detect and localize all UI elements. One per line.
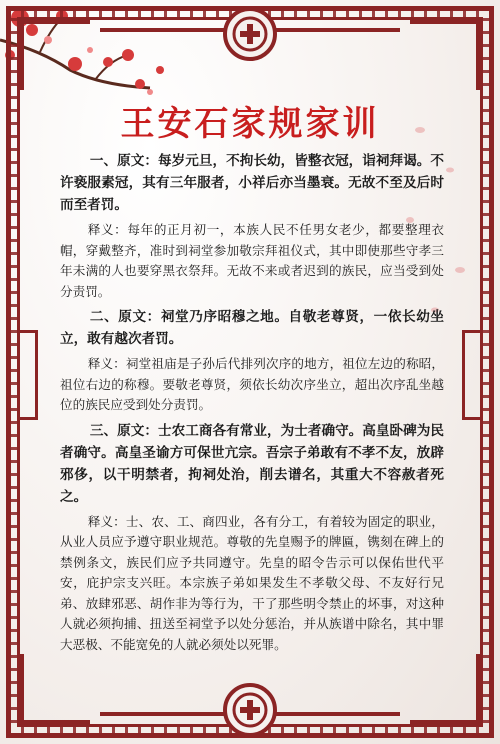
- side-ornament-left: [20, 330, 38, 420]
- corner-ornament-bottom-left: [20, 654, 90, 724]
- corner-ornament-top-right: [410, 20, 480, 90]
- corner-ornament-top-left: [20, 20, 90, 90]
- rule-1-explanation: 释义：每年的正月初一，本族人民不任男女老少，都要整理衣帽，穿戴整齐，准时到祠堂参加敬宗拜祖仪式，其中即使那些守孝三年未满的人也要穿黑衣祭拜。无故不来或者迟到的族民，应当受到处分责罚。: [60, 222, 444, 299]
- rule-3-original: 三、原文：士农工商各有常业，为士者确守。高皇卧碑为民者确守。高皇圣谕方可保世亢宗。吾宗子弟敢有不孝不友，放辟邪侈，以干明禁者，拘祠处治，削去谱名，其重大不容赦者死之。: [60, 422, 444, 505]
- corner-ornament-bottom-right: [410, 654, 480, 724]
- family-rules-content: [60, 150, 444, 659]
- medallion-ornament-top: [222, 6, 278, 62]
- rule-1-original: 一、原文：每岁元旦，不拘长幼，皆整衣冠，诣祠拜谒。不许亵服素冠，其有三年服者，小祥后亦当墨衰。无故不至及后时而至者罚。: [60, 153, 444, 213]
- rule-3-explanation: 释义：士、农、工、商四业，各有分工，有着较为固定的职业，从业人员应予遵守职业规范。尊敬的先皇赐予的牌匾，镌刻在碑上的禁例条文，族民们应予共同遵守。先皇的昭令告示可以保佑世代平安，庇护宗支兴旺。本宗族子弟如果发生不孝敬父母、不友好行兄弟、放肆邪恶、胡作非为等行为，干了那些明令禁止的坏事，对这种人就必须拘捕、扭送至祠堂予以处分惩治，并从族谱中除名，其中罪大恶极、不能宽免的人就必须处以死罪。: [60, 513, 444, 652]
- rule-2-explanation: 释义：祠堂祖庙是子孙后代排列次序的地方，祖位左边的称昭，祖位右边的称穆。要敬老尊贤，须依长幼次序坐立，超出次序乱坐越位的族民应受到处分责罚。: [60, 356, 444, 412]
- rule-2-original: 二、原文：祠堂乃序昭穆之地。自敬老尊贤，一依长幼坐立，敢有越次者罚。: [60, 309, 444, 347]
- medallion-ornament-bottom: [222, 682, 278, 738]
- page-title: 王安石家规家训: [120, 104, 380, 144]
- side-ornament-right: [462, 330, 480, 420]
